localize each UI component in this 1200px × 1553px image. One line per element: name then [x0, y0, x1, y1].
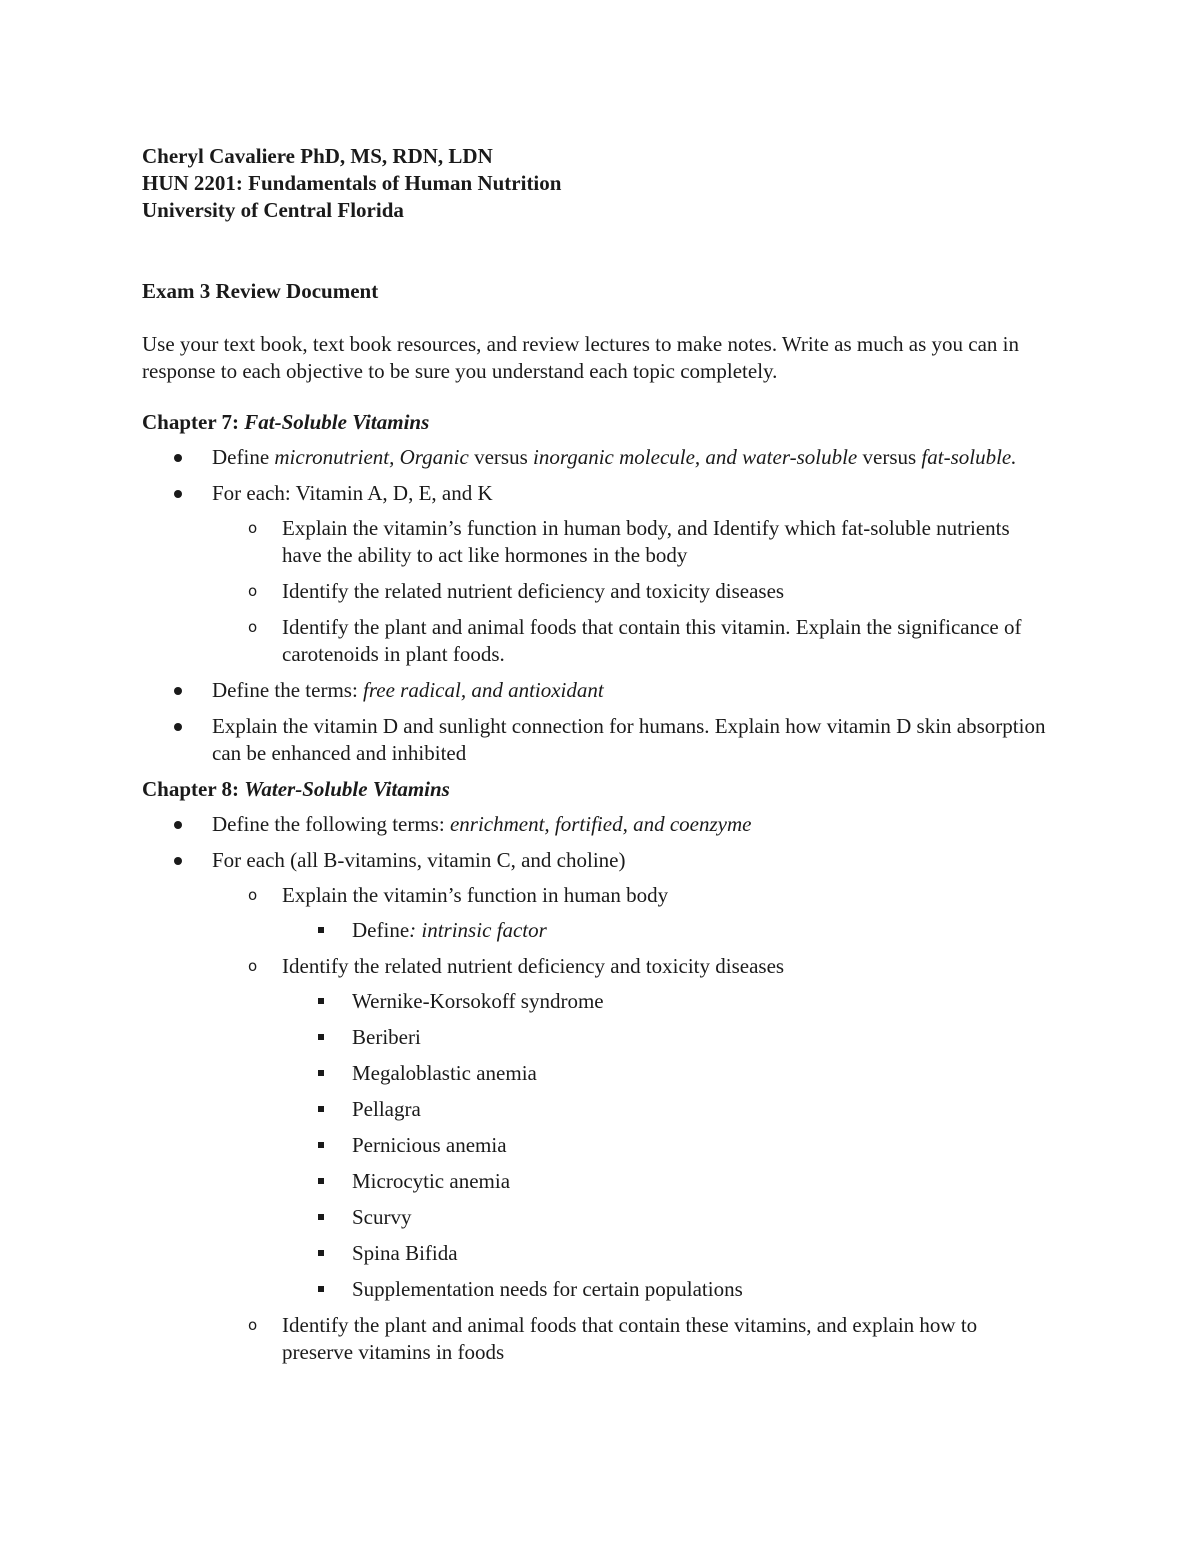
chapter-8-heading: [142, 776, 1050, 803]
text-run: versus: [468, 445, 533, 469]
text-run: Define the terms:: [212, 678, 364, 702]
bullet-dot-icon: [174, 723, 182, 731]
chapter-8-list: [142, 811, 1050, 1366]
italic-term: enrichment, fortified, and coenzyme: [449, 812, 752, 836]
chapter-8-topic: Water-Soluble Vitamins: [244, 777, 450, 801]
text-run: Define: [212, 445, 275, 469]
disease-item: [282, 1240, 1050, 1267]
diseases-sublist: [282, 988, 1050, 1303]
text-run: Supplementation needs for certain populations: [352, 1277, 743, 1301]
text-run: Identify the plant and animal foods that contain these vitamins, and explain how to preserve vitamins in foods: [282, 1313, 978, 1364]
italic-term: micronutrient, Organic: [274, 445, 469, 469]
chapter-7-topic: Fat-Soluble Vitamins: [244, 410, 430, 434]
list-item: [142, 444, 1050, 471]
square-bullet-icon: [318, 1250, 324, 1256]
list-item: [142, 811, 1050, 838]
square-bullet-icon: [318, 1070, 324, 1076]
text-run: For each (all B-vitamins, vitamin C, and choline): [212, 848, 626, 872]
italic-term: free radical, and antioxidant: [363, 678, 604, 702]
text-run: Microcytic anemia: [352, 1169, 511, 1193]
bullet-dot-icon: [174, 687, 182, 695]
chapter-7-label: Chapter 7:: [142, 410, 245, 434]
disease-item: [282, 1024, 1050, 1051]
chapter-8-label: Chapter 8:: [142, 777, 245, 801]
text-run: Beriberi: [352, 1025, 421, 1049]
italic-term: : intrinsic factor: [409, 918, 547, 942]
disease-item: [282, 1168, 1050, 1195]
text-run: Scurvy: [352, 1205, 412, 1229]
text-run: Explain the vitamin D and sunlight connection for humans. Explain how vitamin D skin absorption can be enhanced and inhibited: [212, 714, 1046, 765]
text-run: Identify the plant and animal foods that contain this vitamin. Explain the significance of carotenoids in plant foods.: [282, 615, 1022, 666]
circle-bullet-icon: o: [248, 519, 258, 537]
sub-list-item: [212, 953, 1050, 1303]
circle-bullet-icon: o: [248, 582, 258, 600]
chapter-8-sublist: [212, 882, 1050, 1366]
circle-bullet-icon: o: [248, 957, 258, 975]
list-item: [142, 713, 1050, 767]
square-bullet-icon: [318, 1034, 324, 1040]
text-run: Pernicious anemia: [352, 1133, 507, 1157]
list-item: [142, 480, 1050, 668]
circle-bullet-icon: o: [248, 886, 258, 904]
sub-list-item: [212, 614, 1050, 668]
function-sublist: [282, 917, 1050, 944]
circle-bullet-icon: o: [248, 1316, 258, 1334]
text-run: Explain the vitamin’s function in human body, and Identify which fat-soluble nutrients have the ability to act like hormones in the body: [282, 516, 1010, 567]
bullet-dot-icon: [174, 857, 182, 865]
text-run: Megaloblastic anemia: [352, 1061, 537, 1085]
disease-item: [282, 1096, 1050, 1123]
text-run: Spina Bifida: [352, 1241, 458, 1265]
bullet-dot-icon: [174, 454, 182, 462]
text-run: Wernike-Korsokoff syndrome: [352, 989, 604, 1013]
document-title: Exam 3 Review Document: [142, 279, 379, 303]
bullet-dot-icon: [174, 821, 182, 829]
text-run: Define the following terms:: [212, 812, 450, 836]
square-bullet-icon: [318, 927, 324, 933]
intro-paragraph: Use your text book, text book resources, and review lectures to make notes. Write as much as you can in response to each objective to be sure you understand each topic completely.: [142, 332, 1020, 383]
disease-item: [282, 1204, 1050, 1231]
square-bullet-icon: [318, 1214, 324, 1220]
disease-item: [282, 1276, 1050, 1303]
disease-item: [282, 1132, 1050, 1159]
chapter-7-sublist: [212, 515, 1050, 668]
chapter-7-heading: [142, 409, 1050, 436]
author-line: Cheryl Cavaliere PhD, MS, RDN, LDN: [142, 144, 493, 168]
sub-list-item: [212, 882, 1050, 944]
square-bullet-icon: [318, 1142, 324, 1148]
bullet-dot-icon: [174, 490, 182, 498]
sub-list-item: [212, 515, 1050, 569]
text-run: For each: Vitamin A, D, E, and K: [212, 481, 493, 505]
text-run: Explain the vitamin’s function in human body: [282, 883, 669, 907]
square-bullet-icon: [318, 1106, 324, 1112]
list-item: [142, 847, 1050, 1366]
text-run: Define: [352, 918, 410, 942]
square-bullet-icon: [318, 998, 324, 1004]
circle-bullet-icon: o: [248, 618, 258, 636]
text-run: Identify the related nutrient deficiency and toxicity diseases: [282, 954, 785, 978]
list-item: [142, 677, 1050, 704]
course-line: HUN 2201: Fundamentals of Human Nutrition: [142, 171, 562, 195]
sub-sub-list-item: [282, 917, 1050, 944]
square-bullet-icon: [318, 1286, 324, 1292]
text-run: versus: [857, 445, 922, 469]
italic-term: fat-soluble.: [921, 445, 1017, 469]
text-run: Identify the related nutrient deficiency and toxicity diseases: [282, 579, 785, 603]
sub-list-item: [212, 1312, 1050, 1366]
chapter-7-list: [142, 444, 1050, 767]
text-run: Pellagra: [352, 1097, 421, 1121]
disease-item: [282, 988, 1050, 1015]
italic-term: inorganic molecule, and water-soluble: [533, 445, 858, 469]
disease-item: [282, 1060, 1050, 1087]
university-line: University of Central Florida: [142, 198, 404, 222]
sub-list-item: [212, 578, 1050, 605]
square-bullet-icon: [318, 1178, 324, 1184]
